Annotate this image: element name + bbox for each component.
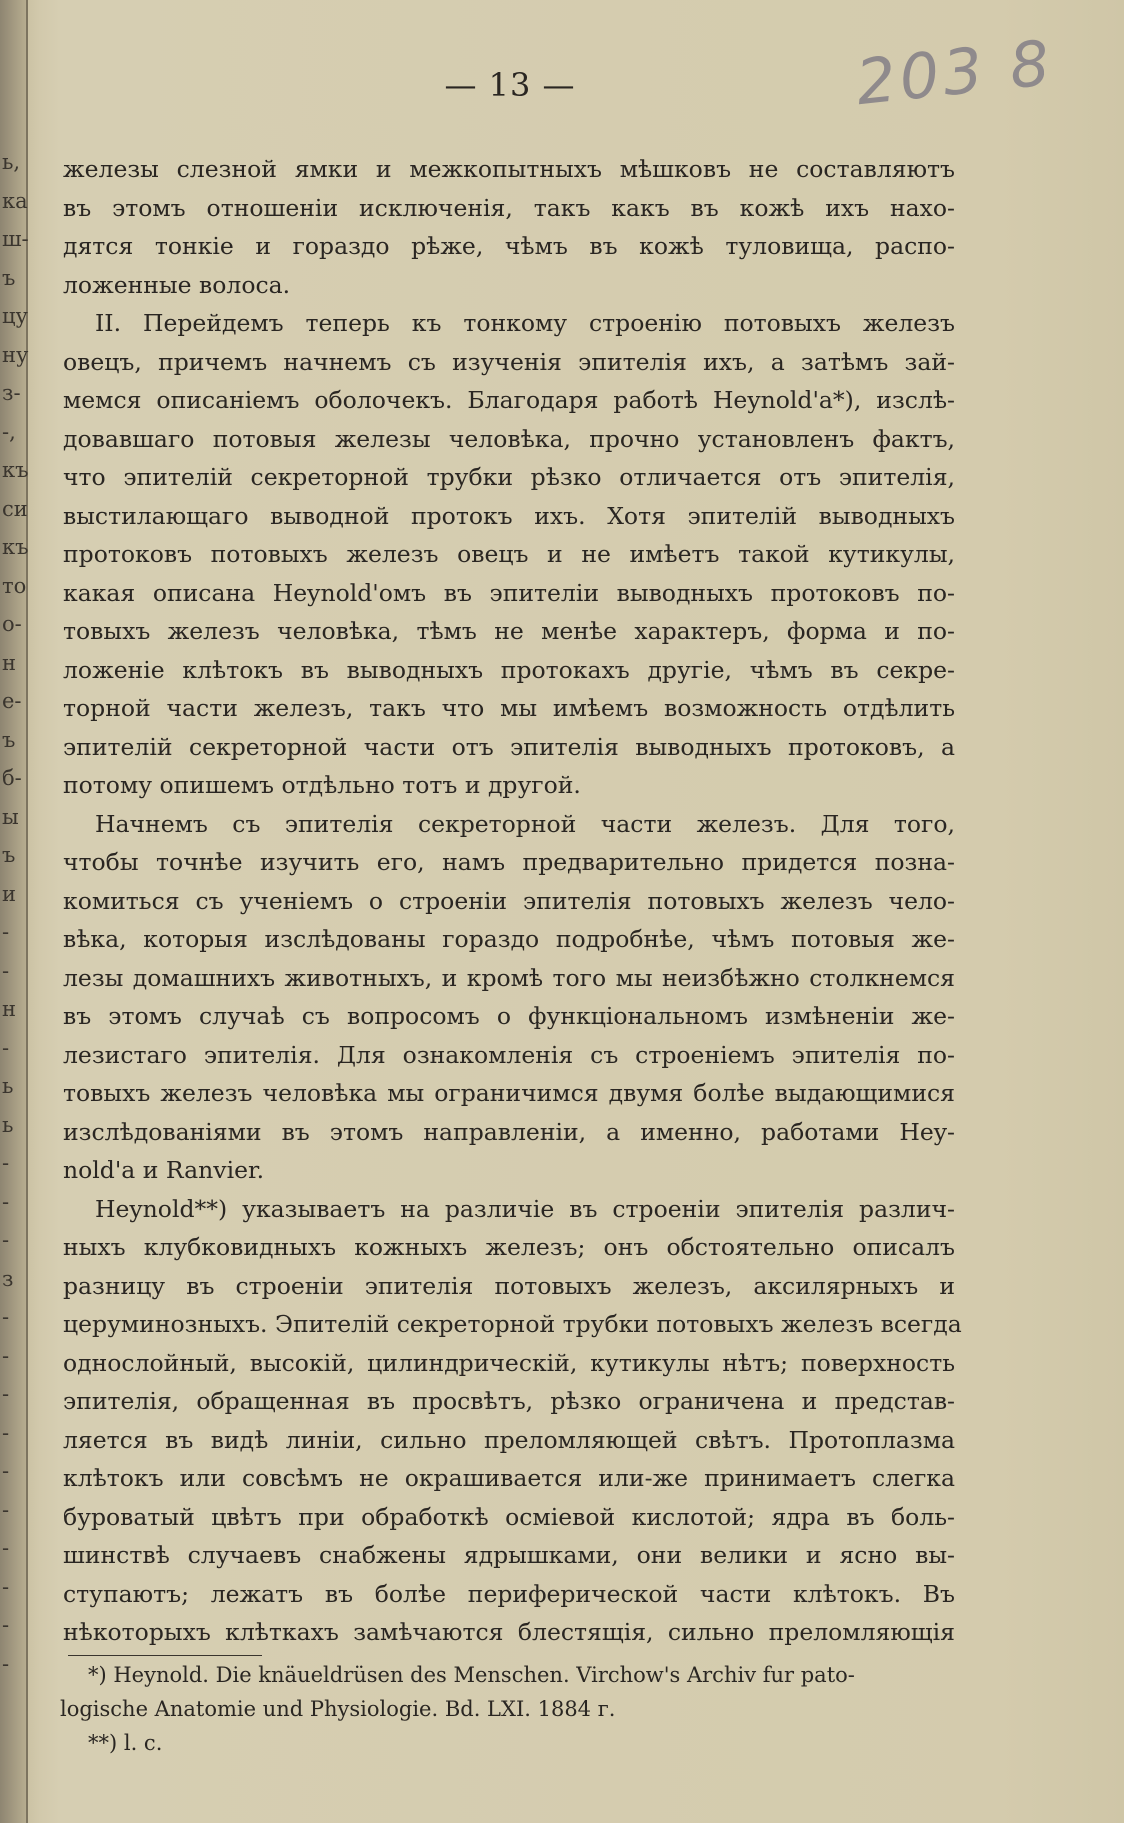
body-line: Начнемъ съ эпителія секреторной части железъ. Для того, xyxy=(95,809,955,838)
body-line: комиться съ ученіемъ о строеніи эпителія потовыхъ железъ чело- xyxy=(63,886,955,915)
margin-fragment: н xyxy=(2,650,16,675)
body-line: ступаютъ; лежатъ въ болѣе периферической части клѣтокъ. Въ xyxy=(63,1579,955,1608)
footnote-line: logische Anatomie und Physiologie. Bd. LXI. 1884 г. xyxy=(60,1697,616,1721)
body-line: буроватый цвѣтъ при обработкѣ осміевой кислотой; ядра въ боль- xyxy=(63,1502,955,1531)
body-line: товыхъ железъ человѣка, тѣмъ не менѣе характеръ, форма и по- xyxy=(63,617,955,645)
archive-handwritten-mark: 203 8 xyxy=(852,25,1057,120)
body-line: лезы домашнихъ животныхъ, и кромѣ того мы неизбѣжно столкнемся xyxy=(63,963,955,992)
body-line: nold'a и Ranvier. xyxy=(63,1156,265,1184)
margin-fragment: е- xyxy=(2,689,22,713)
margin-fragment: -, xyxy=(2,419,16,444)
body-line: Heynold**) указываетъ на различіе въ строеніи эпителія различ- xyxy=(95,1194,955,1223)
margin-fragment: - xyxy=(2,1382,10,1406)
body-line: шинствѣ случаевъ снабжены ядрышками, они велики и ясно вы- xyxy=(63,1541,955,1569)
page-number: — 13 — xyxy=(444,66,576,104)
body-line: торной части железъ, такъ что мы имѣемъ возможность отдѣлить xyxy=(63,694,955,722)
body-line: нѣкоторыхъ клѣткахъ замѣчаются блестящія, сильно преломляющія xyxy=(63,1618,955,1646)
body-line: протоковъ потовыхъ железъ овецъ и не имѣетъ такой кутикулы, xyxy=(63,540,955,568)
body-text xyxy=(63,150,962,1652)
margin-fragment: - xyxy=(2,1497,10,1522)
margin-fragment: о- xyxy=(2,612,22,636)
margin-fragment: - xyxy=(2,1151,10,1175)
margin-fragment: къ xyxy=(2,458,29,482)
footnotes xyxy=(60,1658,952,1760)
margin-fragment: - xyxy=(2,1228,10,1252)
body-line: ложеніе клѣтокъ въ выводныхъ протокахъ другіе, чѣмъ въ секре- xyxy=(63,655,955,684)
margin-fragment: - xyxy=(2,1035,10,1060)
body-line: лезистаго эпителія. Для ознакомленія съ строеніемъ эпителія по- xyxy=(63,1040,955,1069)
body-line: II. Перейдемъ теперь къ тонкому строенію потовыхъ железъ xyxy=(95,309,955,337)
margin-fragment: ка xyxy=(2,188,28,213)
margin-fragment: - xyxy=(2,1305,10,1329)
body-line: мемся описаніемъ оболочекъ. Благодаря работѣ Heynold'a*), изслѣ- xyxy=(63,386,955,414)
body-line: ныхъ клубковидныхъ кожныхъ железъ; онъ обстоятельно описалъ xyxy=(63,1233,955,1261)
margin-fragment: - xyxy=(2,1613,10,1637)
body-line: какая описана Heynold'омъ въ эпителіи выводныхъ протоковъ по- xyxy=(63,578,955,607)
body-line: потому опишемъ отдѣльно тотъ и другой. xyxy=(63,771,581,799)
footnote-line: *) Heynold. Die knäueldrüsen des Menschen. Virchow's Archiv fur pato- xyxy=(88,1663,855,1687)
margin-fragment: - xyxy=(2,958,10,983)
body-line: ложенные волоса. xyxy=(63,270,291,299)
body-line: въ этомъ случаѣ съ вопросомъ о функціональномъ измѣненіи же- xyxy=(63,1002,955,1030)
margin-fragment: ь xyxy=(2,1112,14,1137)
body-line: въ этомъ отношеніи исключенія, такъ какъ въ кожѣ ихъ нахо- xyxy=(63,193,955,222)
margin-fragment: ы xyxy=(2,804,19,829)
margin-fragment: - xyxy=(2,1651,10,1676)
margin-fragment: - xyxy=(2,1343,10,1368)
body-line: эпителія, обращенная въ просвѣтъ, рѣзко ограничена и представ- xyxy=(63,1387,955,1415)
margin-fragment: з xyxy=(2,1266,14,1291)
margin-fragment: ъ xyxy=(2,727,16,752)
margin-fragment: ь, xyxy=(2,150,21,174)
body-line: клѣтокъ или совсѣмъ не окрашивается или-же принимаетъ слегка xyxy=(63,1464,955,1492)
body-line: однослойный, высокій, цилиндрическій, кутикулы нѣтъ; поверхность xyxy=(63,1348,955,1377)
body-line: товыхъ железъ человѣка мы ограничимся двумя болѣе выдающимися xyxy=(63,1079,955,1107)
margin-fragment: ш- xyxy=(2,227,29,251)
margin-fragment: цу xyxy=(2,304,28,328)
body-line: что эпителій секреторной трубки рѣзко отличается отъ эпителія, xyxy=(63,463,955,491)
margin-fragment: - xyxy=(2,1459,10,1483)
body-line: изслѣдованіями въ этомъ направленіи, а именно, работами Hey- xyxy=(63,1117,955,1146)
body-line: дятся тонкіе и гораздо рѣже, чѣмъ въ кожѣ туловища, распо- xyxy=(63,232,955,260)
margin-fragment: ъ xyxy=(2,265,16,290)
body-line: эпителій секреторной части отъ эпителія выводныхъ протоковъ, а xyxy=(63,732,955,761)
margin-fragment: къ xyxy=(2,535,29,559)
margin-fragment: - xyxy=(2,1189,10,1214)
margin-fragment: и xyxy=(2,881,16,906)
margin-fragment: н xyxy=(2,997,16,1021)
margin-fragment: ну xyxy=(2,342,29,367)
body-line: ляется въ видѣ линіи, сильно преломляющей свѣтъ. Протоплазма xyxy=(63,1425,955,1454)
margin-fragment: - xyxy=(2,1420,10,1445)
margin-fragment: си xyxy=(2,496,28,521)
margin-fragment: - xyxy=(2,1574,10,1599)
body-line: вѣка, которыя изслѣдованы гораздо подробнѣе, чѣмъ потовыя же- xyxy=(63,925,955,953)
margin-fragment: ь xyxy=(2,1074,14,1098)
body-line: овецъ, причемъ начнемъ съ изученія эпителія ихъ, а затѣмъ зай- xyxy=(63,347,955,376)
margin-fragment: б- xyxy=(2,766,22,790)
footnote-rule xyxy=(68,1655,262,1656)
body-line: довавшаго потовыя железы человѣка, прочно установленъ фактъ, xyxy=(63,424,955,453)
body-line: выстилающаго выводной протокъ ихъ. Хотя эпителій выводныхъ xyxy=(63,501,955,530)
body-line: церуминозныхъ. Эпителій секреторной трубки потовыхъ железъ всегда xyxy=(63,1310,962,1338)
body-line: железы слезной ямки и межкопытныхъ мѣшковъ не составляютъ xyxy=(63,155,955,183)
margin-fragment: то xyxy=(2,573,27,598)
margin-fragment: - xyxy=(2,920,10,944)
body-line: разницу въ строеніи эпителія потовыхъ железъ, аксилярныхъ и xyxy=(63,1271,955,1300)
body-line: чтобы точнѣе изучить его, намъ предварительно придется позна- xyxy=(63,848,955,876)
margin-fragment: - xyxy=(2,1536,10,1560)
margin-fragment: ъ xyxy=(2,843,16,867)
margin-fragment: з- xyxy=(2,381,21,405)
footnote-line: **) l. c. xyxy=(88,1731,163,1755)
